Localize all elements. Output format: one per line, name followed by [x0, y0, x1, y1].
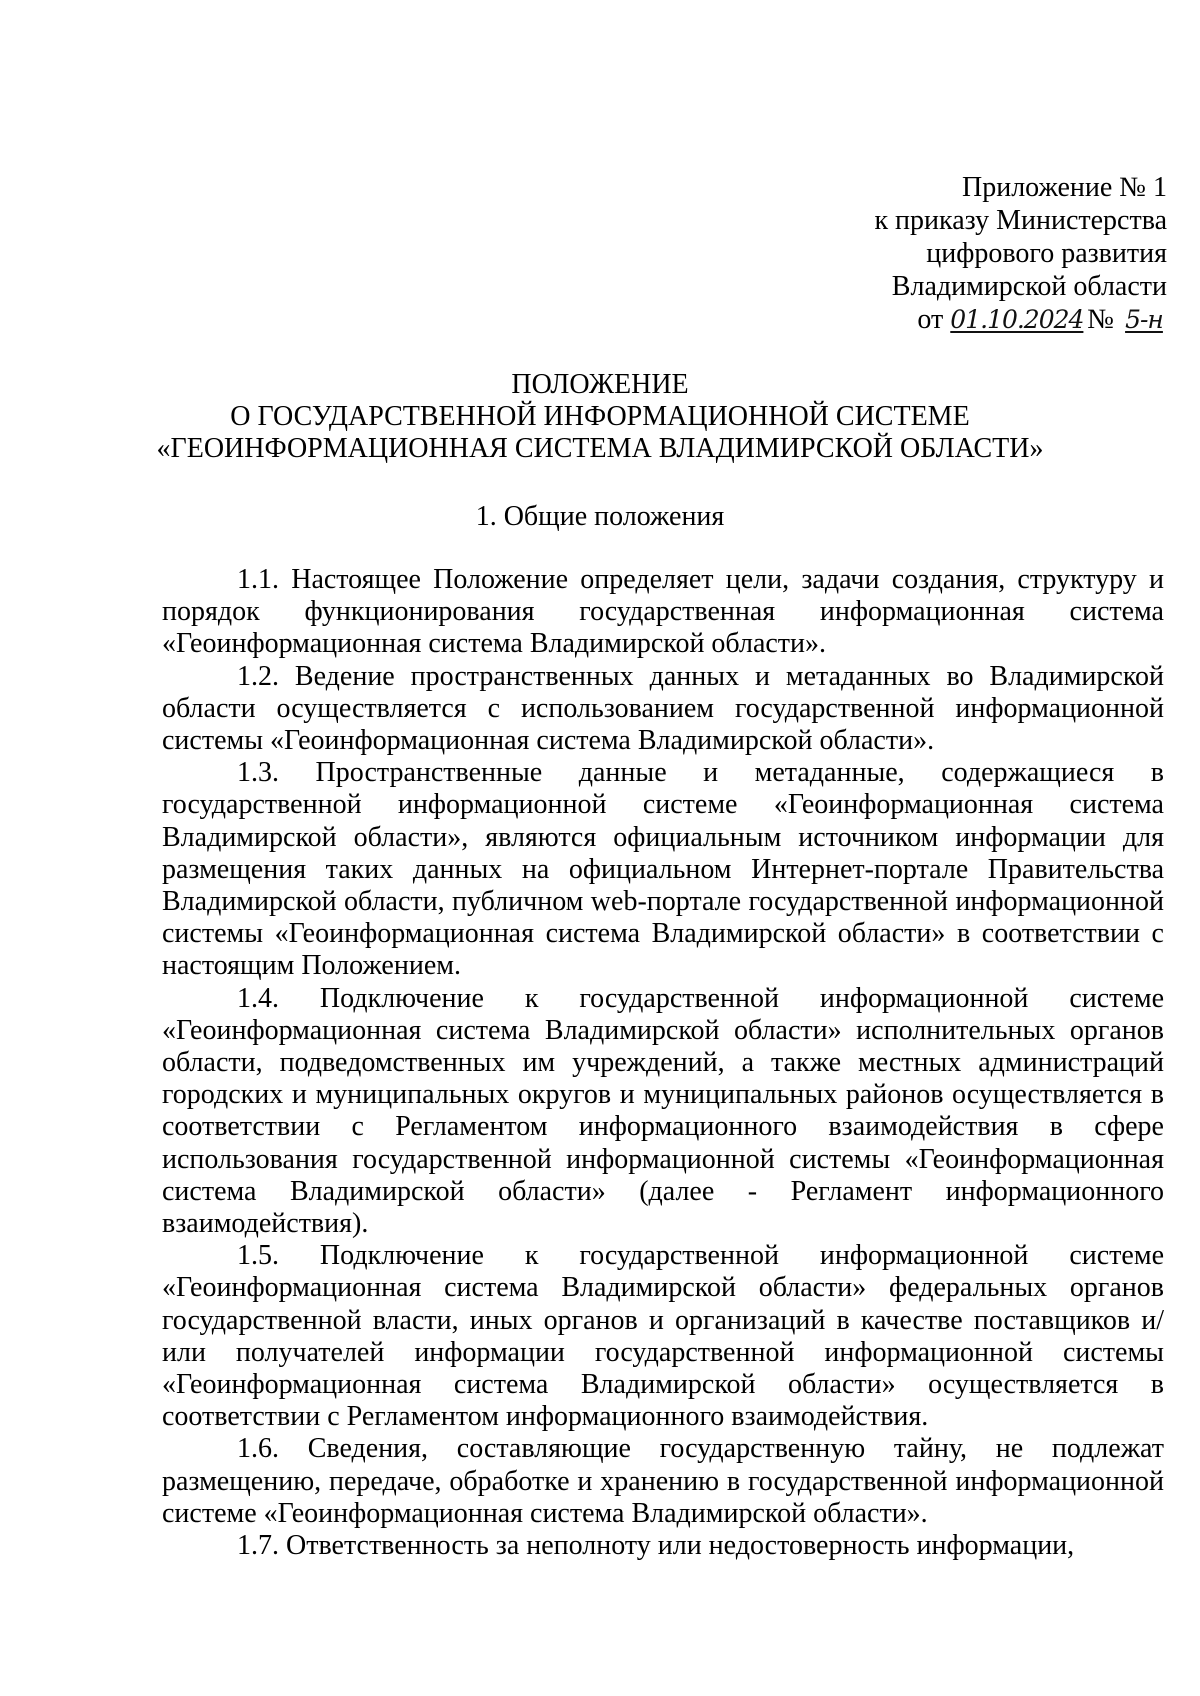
number-label: № — [1087, 304, 1114, 335]
appendix-line-2: к приказу Министерства — [874, 205, 1167, 236]
from-label: от — [917, 304, 944, 335]
paragraph-1-4: 1.4. Подключение к государственной информационной системе «Геоинформационная система Владимирской области» исполнительных органов области, подведомственных им учреждений, а также местных администраций городских и муниципальных округов и муниципальных районов осуществляется в соответствии с Регламентом информационного взаимодействия в сфере использования государственной информационной системы «Геоинформационная система Владимирской области» (далее - Регламент информационного взаимодействия). — [162, 982, 1164, 1240]
order-date-number-line — [647, 303, 1167, 336]
paragraph-1-7: 1.7. Ответственность за неполноту или недостоверность информации, — [237, 1530, 1075, 1562]
section-heading: 1. Общие положения — [475, 501, 725, 532]
handwritten-date: 01.10.2024 — [950, 305, 1084, 334]
title-line-1: ПОЛОЖЕНИЕ — [511, 369, 689, 400]
appendix-header — [647, 171, 1167, 336]
appendix-line-4: Владимирской области — [891, 271, 1167, 302]
title-line-3: «ГЕОИНФОРМАЦИОННАЯ СИСТЕМА ВЛАДИМИРСКОЙ ОБЛАСТИ» — [156, 433, 1044, 464]
title-line-2: О ГОСУДАРСТВЕННОЙ ИНФОРМАЦИОННОЙ СИСТЕМЕ — [230, 401, 970, 432]
appendix-line-1: Приложение № 1 — [962, 172, 1167, 203]
paragraph-1-6: 1.6. Сведения, составляющие государственную тайну, не подлежат размещению, передаче, обработке и хранению в государственной информационной системе «Геоинформационная система Владимирской области». — [162, 1433, 1164, 1529]
appendix-line-3: цифрового развития — [926, 238, 1167, 269]
paragraph-1-5: 1.5. Подключение к государственной информационной системе «Геоинформационная система Владимирской области» федеральных органов государственной власти, иных органов и организаций в качестве поставщиков и/или получателей информации государственной информационной системы «Геоинформационная система Владимирской области» осуществляется в соответствии с Регламентом информационного взаимодействия. — [162, 1240, 1164, 1433]
handwritten-number: 5-н — [1125, 305, 1163, 334]
paragraph-1-1: 1.1. Настоящее Положение определяет цели, задачи создания, структуру и порядок функционирования государственная информационная система «Геоинформационная система Владимирской области». — [162, 564, 1164, 660]
document-title — [0, 369, 1200, 465]
paragraph-1-3: 1.3. Пространственные данные и метаданные, содержащиеся в государственной информационной системе «Геоинформационная система Владимирской области», являются официальным источником информации для размещения таких данных на официальном Интернет-портале Правительства Владимирской области, публичном web-портале государственной информационной системы «Геоинформационная система Владимирской области» в соответствии с настоящим Положением. — [162, 757, 1164, 982]
paragraph-1-2: 1.2. Ведение пространственных данных и метаданных во Владимирской области осуществляется с использованием государственной информационной системы «Геоинформационная система Владимирской области». — [162, 660, 1164, 757]
document-body — [162, 564, 1164, 1562]
